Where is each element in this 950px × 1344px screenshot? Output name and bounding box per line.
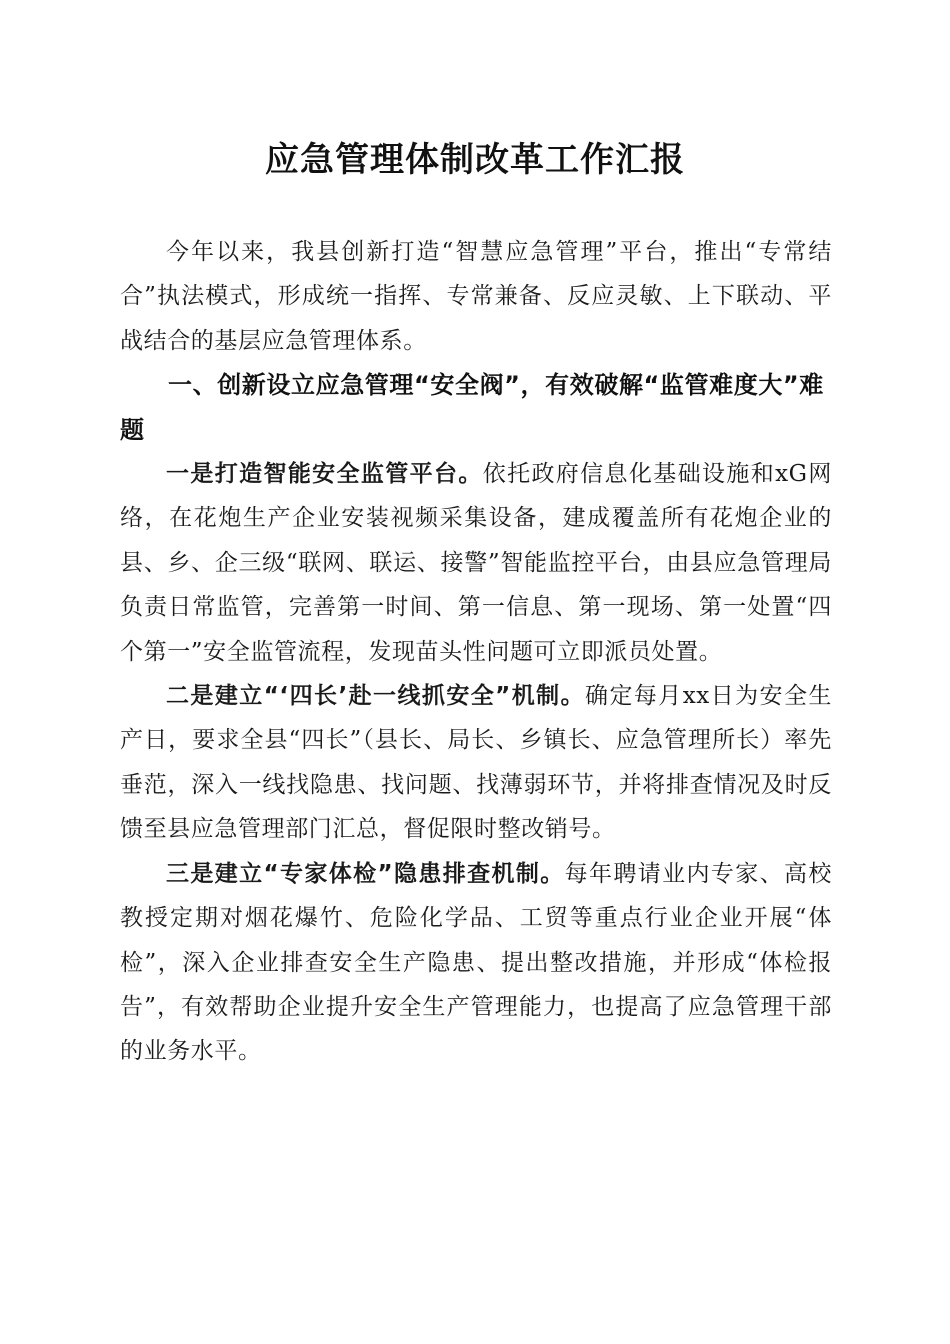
document-body — [120, 230, 832, 1074]
item-text: 依托政府信息化基础设施和xG网络，在花炮生产企业安装视频采集设备，建成覆盖所有花炮企业的县、乡、企三级“联网、联运、接警”智能监控平台，由县应急管理局负责日常监管，完善第一时间、第一信息、第一现场、第一处置“四个第一”安全监管流程，发现苗头性问题可立即派员处置。 — [120, 461, 832, 665]
intro-paragraph: 今年以来，我县创新打造“智慧应急管理”平台，推出“专常结合”执法模式，形成统一指挥、专常兼备、反应灵敏、上下联动、平战结合的基层应急管理体系。 — [120, 239, 832, 354]
item-lead: 二是建立“‘四长’赴一线抓安全”机制。 — [166, 683, 586, 710]
item-paragraph — [120, 852, 832, 1074]
item-text: 确定每月xx日为安全生产日，要求全县“四长”（县长、局长、乡镇长、应急管理所长）率先垂范，深入一线找隐患、找问题、找薄弱环节，并将排查情况及时反馈至县应急管理部门汇总，督促限时整改销号。 — [120, 683, 833, 843]
item-text: 每年聘请业内专家、高校教授定期对烟花爆竹、危险化学品、工贸等重点行业企业开展“体检”，深入企业排查安全生产隐患、提出整改措施，并形成“体检报告”，有效帮助企业提升安全生产管理能力，也提高了应急管理干部的业务水平。 — [120, 860, 832, 1065]
item-lead: 三是建立“专家体检”隐患排查机制。 — [166, 860, 565, 887]
item-lead: 一是打造智能安全监管平台。 — [166, 461, 483, 488]
document-title: 应急管理体制改革工作汇报 — [265, 140, 685, 180]
item-paragraph — [120, 452, 832, 674]
item-paragraph — [120, 674, 832, 852]
section-heading: 一、创新设立应急管理“安全阀”，有效破解“监管难度大”难题 — [120, 371, 824, 444]
